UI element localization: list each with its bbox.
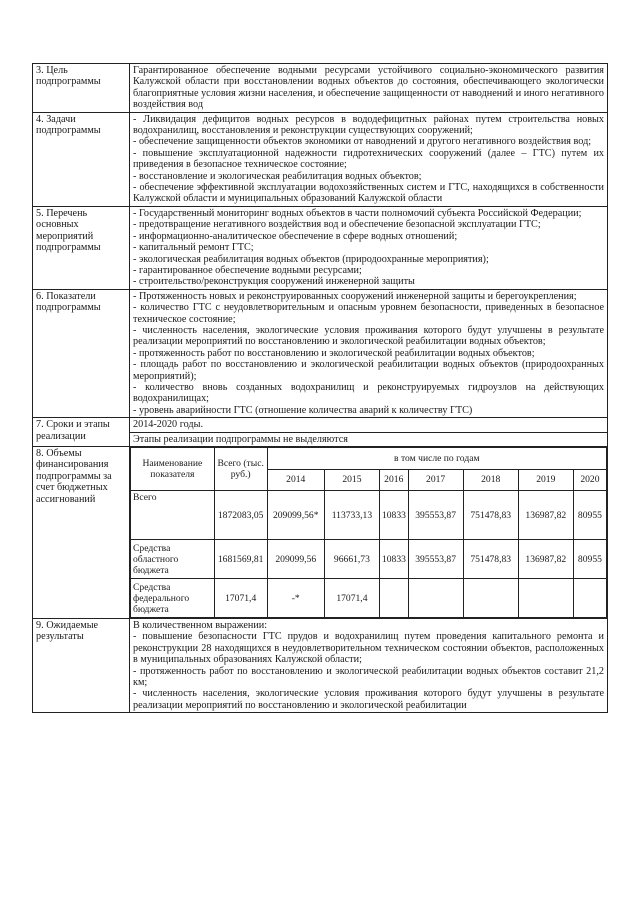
finance-row-total	[131, 491, 607, 540]
row-terms	[33, 418, 608, 447]
indicator-item: - количество вновь созданных водохранилищ и реконструируемых гидроузлов на действующих водохранилищах;	[133, 381, 604, 405]
finance-label: 8. Объемы финансирования подпрограммы за счет бюджетных ассигнований	[33, 447, 130, 619]
finance-row-regional	[131, 540, 607, 579]
finance-cell-value: 209099,56*	[267, 491, 324, 540]
measure-item: - строительство/реконструкция сооружений инженерной защиты	[133, 276, 415, 288]
row-measures	[33, 206, 608, 289]
finance-cell-value	[408, 579, 463, 618]
measure-item: - предотвращение негативного воздействия вод и обеспечение безопасной эксплуатации ГТС;	[133, 219, 541, 231]
measure-item: - капитальный ремонт ГТС;	[133, 242, 254, 254]
finance-cell-value	[463, 579, 518, 618]
finance-cell-value: 751478,83	[463, 540, 518, 579]
finance-cell-value: -*	[267, 579, 324, 618]
measure-item: - информационно-аналитическое обеспечение в сфере водных отношений;	[133, 230, 458, 242]
results-list	[130, 619, 608, 713]
finance-cell-value	[518, 579, 573, 618]
finance-cell-value: 136987,82	[518, 491, 573, 540]
finance-table	[130, 447, 607, 618]
year-header: 2017	[408, 469, 463, 491]
result-item: - повышение безопасности ГТС прудов и водохранилищ путем проведения капитального ремонта и реконструкции 28 находящихся в неудовлетворительном техническом состоянии объектов, расположенных в муниципальных образованиях Калужской области;	[133, 631, 604, 666]
indicators-label: 6. Показатели подпрограммы	[33, 289, 130, 417]
finance-cell-total: 1872083,05	[214, 491, 267, 540]
finance-row-name: Всего	[131, 491, 215, 540]
finance-header-row	[131, 448, 607, 470]
passport-table	[32, 63, 608, 713]
year-header: 2018	[463, 469, 518, 491]
indicator-item: - протяженность работ по восстановлению и экологической реабилитации водных объектов;	[133, 347, 535, 359]
finance-cell-value: 10833	[379, 540, 408, 579]
row-goal	[33, 64, 608, 113]
finance-cell-total: 1681569,81	[214, 540, 267, 579]
task-item: - Ликвидация дефицитов водных ресурсов в вододефицитных районах путем строительства новых водохранилищ, восстановления и реконструкции существующих сооружений;	[133, 113, 604, 137]
finance-cell-value: 17071,4	[324, 579, 379, 618]
task-item: - восстановление и экологическая реабилитация водных объектов;	[133, 170, 422, 182]
task-item: - повышение эксплуатационной надежности гидротехнических сооружений (далее – ГТС) путем их приведения в безопасное техническое состояние;	[133, 147, 604, 171]
finance-header-years-group: в том числе по годам	[267, 448, 606, 470]
result-item: - численность населения, экологические условия проживания которого будут улучшены в результате реализации мероприятий по восстановлению и экологической реабилитации	[133, 688, 604, 711]
indicator-item: - площадь работ по восстановлению и экологической реабилитации водных объектов (природоохранных мероприятий);	[133, 359, 604, 382]
measures-label: 5. Перечень основных мероприятий подпрограммы	[33, 206, 130, 289]
indicator-item: - Протяженность новых и реконструированных сооружений инженерной защиты и берегоукрепления;	[133, 290, 577, 302]
row-results	[33, 619, 608, 713]
finance-row-federal	[131, 579, 607, 618]
finance-row-name: Средства федерального бюджета	[131, 579, 215, 618]
finance-cell-value: 209099,56	[267, 540, 324, 579]
task-item: - обеспечение защищенности объектов экономики от наводнений и другого негативного воздействия вод;	[133, 136, 592, 148]
year-header: 2020	[573, 469, 606, 491]
year-header: 2019	[518, 469, 573, 491]
result-item: В количественном выражении:	[133, 620, 268, 631]
indicator-item: - количество ГТС с неудовлетворительным и опасным уровнем безопасности, приведенных в безопасное техническое состояние;	[133, 302, 604, 325]
terms-label: 7. Сроки и этапы реализации	[33, 418, 130, 447]
measure-item: - экологическая реабилитация водных объектов (природоохранные мероприятия);	[133, 253, 489, 265]
measure-item: - Государственный мониторинг водных объектов в части полномочий субъекта Российской Федерации;	[133, 207, 582, 219]
finance-cell-value: 751478,83	[463, 491, 518, 540]
finance-cell	[130, 447, 608, 619]
finance-header-name: Наименование показателя	[131, 448, 215, 491]
finance-cell-value	[573, 579, 606, 618]
row-tasks	[33, 112, 608, 206]
terms-stages: Этапы реализации подпрограммы не выделяются	[133, 433, 348, 445]
results-label: 9. Ожидаемые результаты	[33, 619, 130, 713]
indicator-item: - уровень аварийности ГТС (отношение количества аварий к количеству ГТС)	[133, 404, 473, 416]
finance-cell-value	[379, 579, 408, 618]
measure-item: - гарантированное обеспечение водными ресурсами;	[133, 264, 362, 276]
terms-cell	[130, 418, 608, 447]
finance-header-total: Всего (тыс. руб.)	[214, 448, 267, 491]
finance-cell-value: 136987,82	[518, 540, 573, 579]
indicators-list	[130, 289, 608, 417]
finance-cell-value: 80955	[573, 540, 606, 579]
finance-cell-value: 10833	[379, 491, 408, 540]
result-item: - протяженность работ по восстановлению и экологической реабилитации водных объектов составит 21,2 км;	[133, 665, 604, 689]
finance-cell-value: 80955	[573, 491, 606, 540]
tasks-list	[130, 112, 608, 206]
task-item: - обеспечение эффективной эксплуатации водохозяйственных систем и ГТС, находящихся в собственности Калужской области и муниципальных образований Калужской области	[133, 182, 604, 205]
goal-label: 3. Цель подпрограммы	[33, 64, 130, 113]
goal-text: Гарантированное обеспечение водными ресурсами устойчивого социально-экономического развития Калужской области при восстановлении водных объектов до состояния, обеспечивающего экологически благоприятные условия жизни населения, и обеспечение защищенности от наводнений и иного негативного воздействия вод	[130, 64, 608, 113]
passport-page	[32, 63, 608, 713]
year-header: 2016	[379, 469, 408, 491]
finance-cell-value: 113733,13	[324, 491, 379, 540]
year-header: 2015	[324, 469, 379, 491]
finance-cell-total: 17071,4	[214, 579, 267, 618]
row-indicators	[33, 289, 608, 417]
finance-row-name: Средства областного бюджета	[131, 540, 215, 579]
finance-cell-value: 96661,73	[324, 540, 379, 579]
finance-cell-value: 395553,87	[408, 491, 463, 540]
measures-list	[130, 206, 608, 289]
indicator-item: - численность населения, экологические условия проживания которого будут улучшены в результате реализации мероприятий по восстановлению и экологической реабилитации водных объектов;	[133, 324, 604, 348]
tasks-label: 4. Задачи подпрограммы	[33, 112, 130, 206]
row-finance	[33, 447, 608, 619]
finance-cell-value: 395553,87	[408, 540, 463, 579]
year-header: 2014	[267, 469, 324, 491]
terms-years: 2014-2020 годы.	[130, 418, 607, 432]
